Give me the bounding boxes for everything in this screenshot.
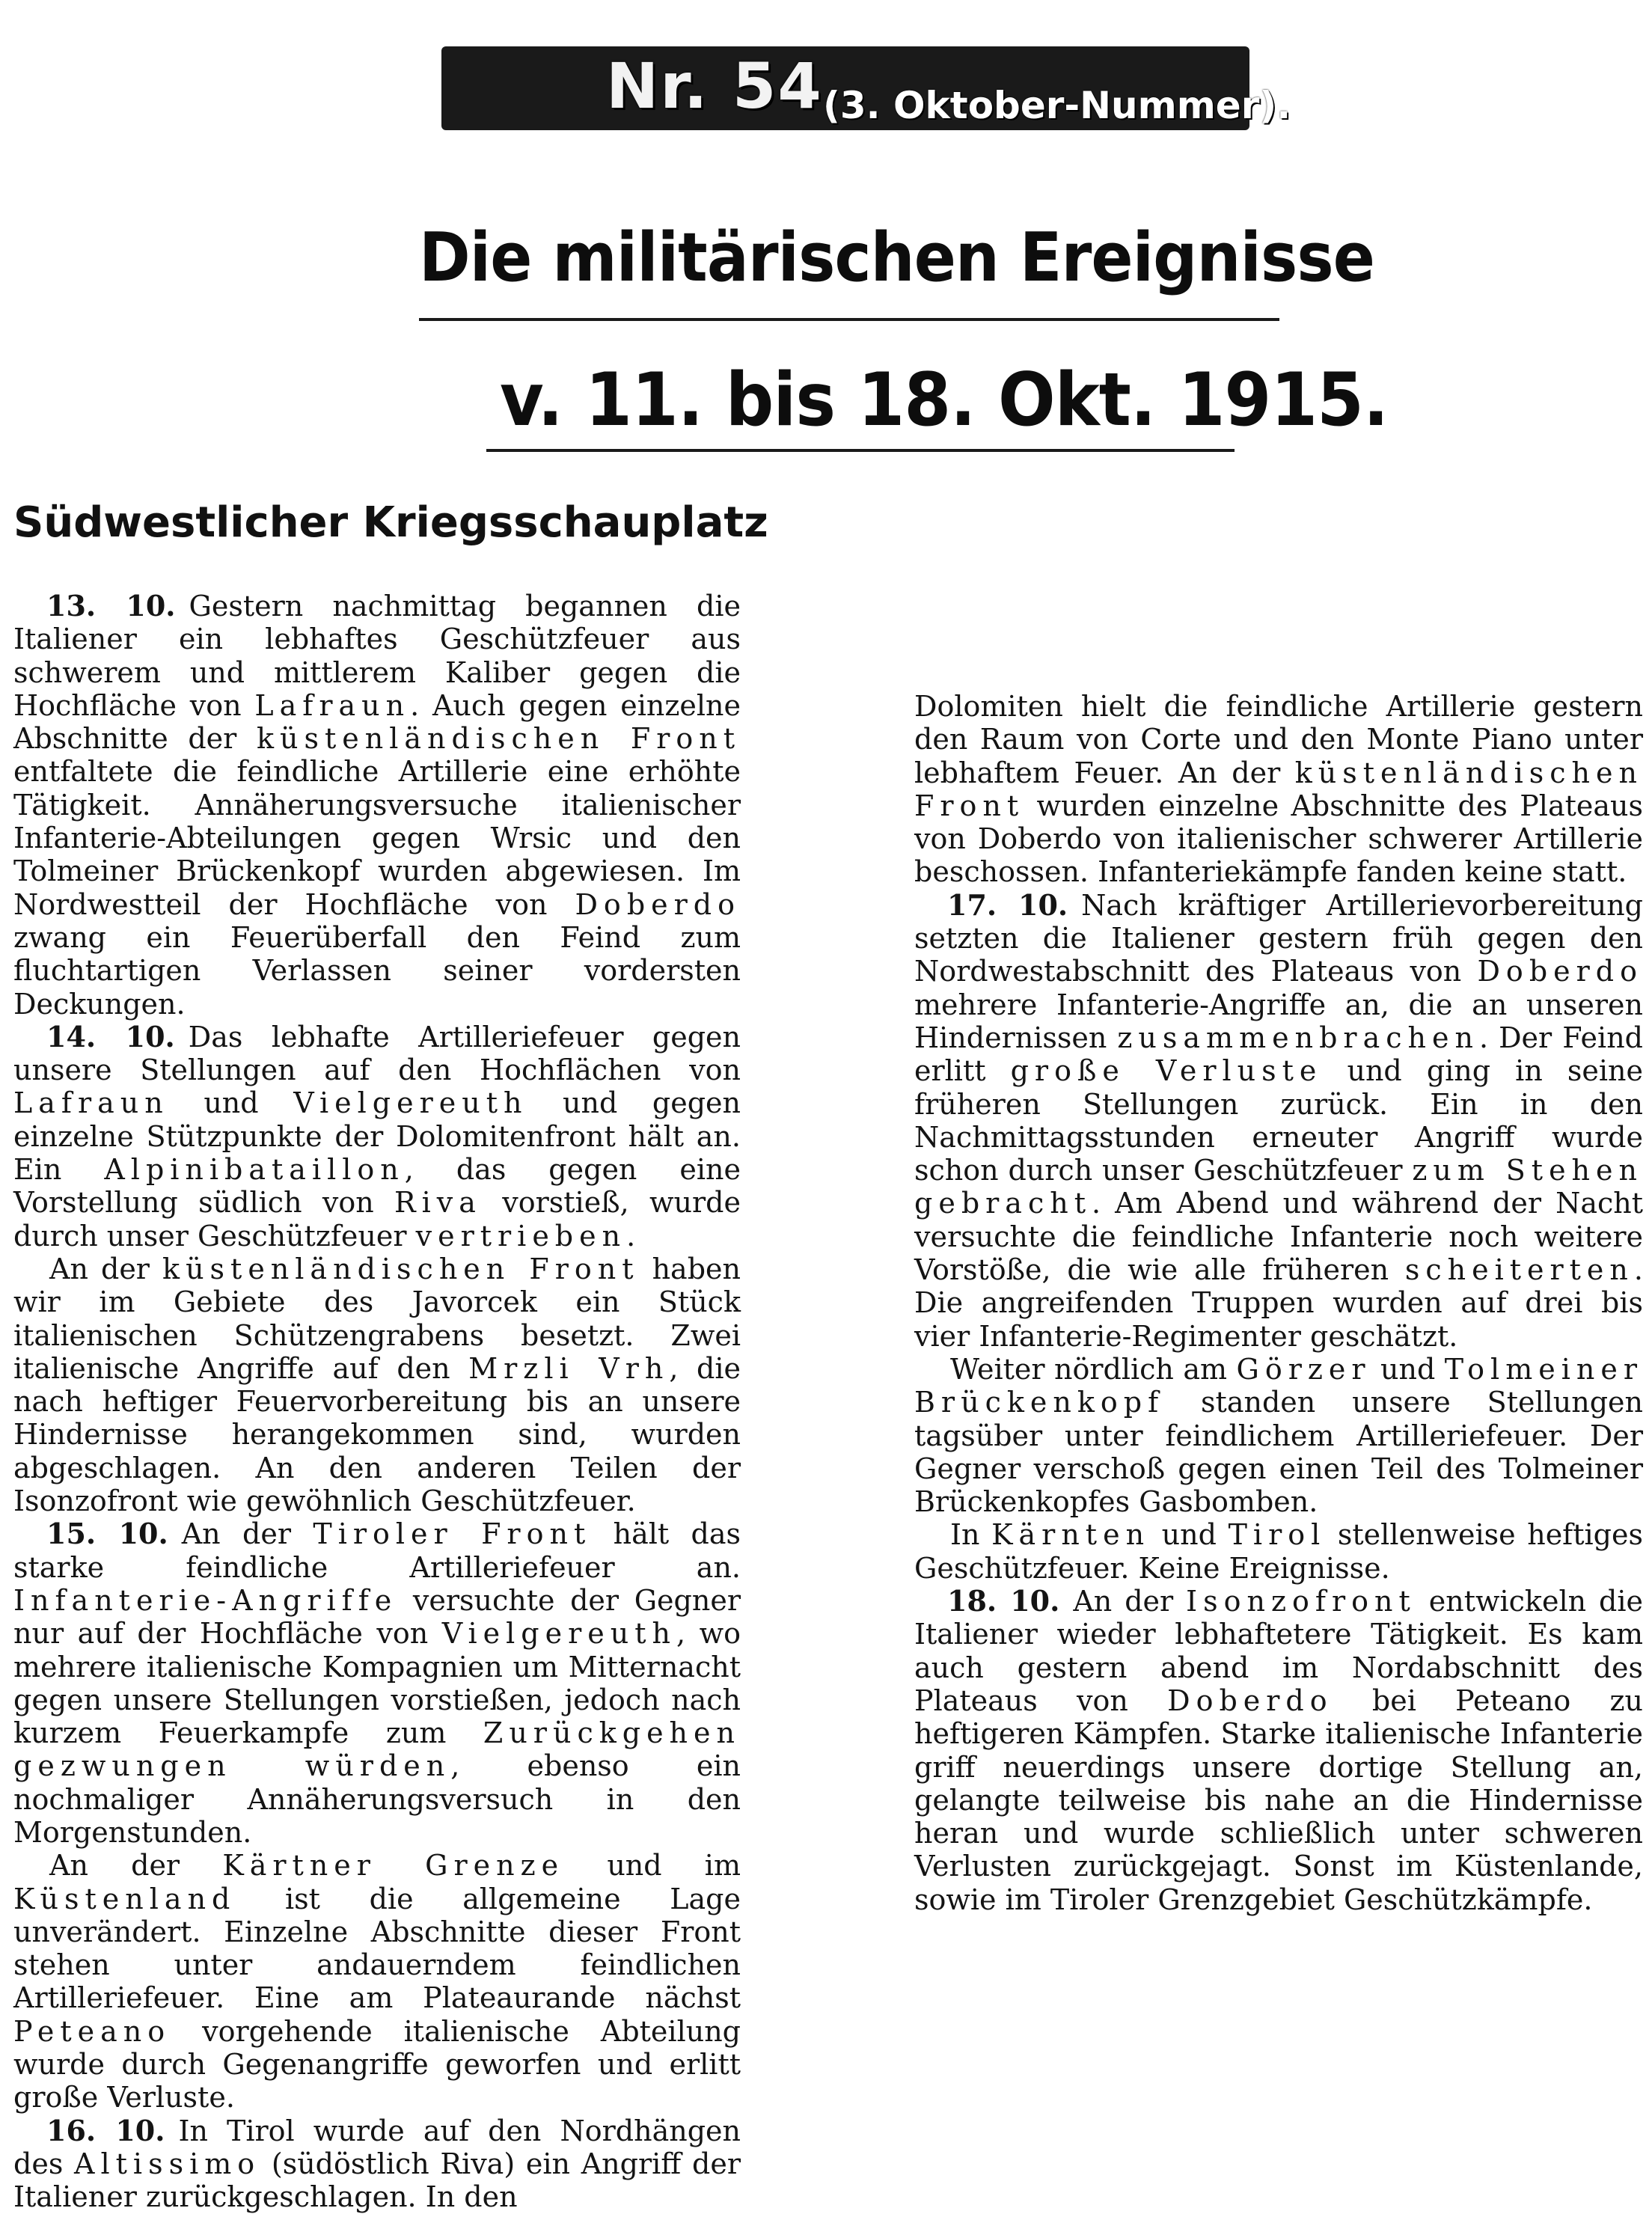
report-text: entfaltete die feindliche Artillerie eine erhöhte Tätigkeit. Annäherungsversuche italienischer Infanterie-Abteilungen gegen Wrsic und den Tolmeiner Brückenkopf wurden abgewiesen. Im Nordwestteil der Hochfläche von	[13, 755, 741, 921]
report-text: An der	[181, 1517, 313, 1551]
report-16-10	[13, 2114, 741, 2214]
report-text: Dolomiten hielt die feindliche Artillerie gestern den Raum von Corte und den Monte Piano unter lebhaftem Feuer. An der	[914, 690, 1643, 789]
emphasis-text: Tiroler Front	[313, 1517, 592, 1551]
emphasis-text: küstenländischen Front	[256, 722, 741, 756]
emphasis-text: küstenländischen Front	[914, 756, 1643, 822]
emphasis-text: Lafraun	[13, 1086, 169, 1120]
report-text: und ging in seine früheren Stellungen zurück. Ein in den Nachmittagsstunden erneuter Angriff wurde schon durch unser Geschützfeuer	[914, 1054, 1643, 1187]
report-text: , das gegen eine Vorstellung südlich von	[13, 1153, 741, 1220]
report-text: , die nach heftiger Feuervorbereitung bis an unsere Hindernisse herangekommen sind, wurden abgeschlagen. An den anderen Teilen der Isonzofront wie gewöhnlich Geschützfeuer.	[13, 1351, 741, 1518]
report-text: Weiter nördlich am	[950, 1352, 1237, 1386]
report-text: vorgehende italienische Abteilung wurde durch Gegenangriffe geworfen und erlitt große Verluste.	[13, 2014, 741, 2114]
emphasis-text: Vielgereuth	[441, 1617, 676, 1651]
emphasis-text: scheiterten	[1404, 1253, 1634, 1287]
report-date: 17. 10.	[947, 887, 1068, 922]
report-text: An der	[49, 1849, 223, 1883]
report-paragraph	[13, 1253, 741, 1517]
emphasis-text: Doberdo	[575, 887, 741, 921]
left-column	[13, 590, 741, 2214]
emphasis-text: Görzer	[1236, 1352, 1371, 1386]
report-text: , wo mehrere italienische Kompagnien um Mitternacht gegen unsere Stellungen vorstießen, jedoch nach kurzem Feuerkampfe zum	[13, 1617, 741, 1750]
emphasis-text: Mrzli Vrh	[468, 1351, 670, 1385]
emphasis-text: Kärnten	[991, 1518, 1151, 1552]
report-text: Nach kräftiger Artillerievorbereitung setzten die Italiener gestern früh gegen den Nordwestabschnitt des Plateaus von	[914, 888, 1643, 988]
report-text: .	[626, 1219, 636, 1253]
headline-line-2: v. 11. bis 18. Okt. 1915.	[500, 358, 1389, 443]
report-text: bei Peteano zu heftigeren Kämpfen. Starke italienische Infanterie griff neuerdings unsere dortige Stellung an, gelangte teilweise bis nahe an die Hindernisse heran und wurde schließlich unter schweren Verlusten zurückgejagt. Sonst im Küstenlande, sowie im Tiroler Grenzgebiet Geschützkämpfe.	[914, 1684, 1643, 1916]
report-text: entwickeln die Italiener wieder lebhaftetere Tätigkeit. Es kam auch gestern abend im Nordabschnitt des Plateaus von	[914, 1585, 1643, 1717]
emphasis-text: Peteano	[13, 2014, 171, 2048]
report-text: zwang ein Feuerüberfall den Feind zum fluchtartigen Verlassen seiner vordersten Deckungen.	[13, 920, 741, 1021]
emphasis-text: Tirol	[1228, 1518, 1327, 1552]
emphasis-text: Isonzofront	[1186, 1585, 1416, 1618]
report-date: 18. 10.	[947, 1584, 1060, 1618]
report-paragraph	[914, 1518, 1643, 1585]
report-text: In Tirol wurde auf den Nordhängen des	[13, 2114, 741, 2180]
emphasis-text: Altissimo	[74, 2147, 261, 2180]
report-date: 16. 10.	[46, 2113, 165, 2147]
emphasis-text: Vielgereuth	[293, 1086, 528, 1120]
report-17-10	[914, 889, 1643, 1353]
emphasis-text: küstenländischen Front	[162, 1252, 640, 1285]
report-paragraph	[13, 1849, 741, 2114]
report-text: . Am Abend und während der Nacht versuchte die feindliche Infanterie noch weitere Vorstöße, die wie alle früheren	[914, 1187, 1643, 1287]
report-text: vorstieß, wurde durch unser Geschützfeuer	[13, 1186, 741, 1253]
report-date: 13. 10.	[46, 589, 176, 623]
right-column	[914, 690, 1643, 1916]
report-text: hält das starke feindliche Artilleriefeuer an.	[13, 1517, 741, 1584]
emphasis-text: Doberdo	[1167, 1684, 1333, 1717]
report-text: und gegen einzelne Stützpunkte der Dolomitenfront hält an. Ein	[13, 1086, 741, 1187]
report-text: . Der Feind erlitt	[914, 1021, 1643, 1088]
report-text: (südöstlich Riva) ein Angriff der Italiener zurückgeschlagen. In den	[13, 2147, 741, 2214]
emphasis-text: zusammenbrachen	[1117, 1021, 1479, 1054]
report-date: 15. 10.	[46, 1517, 168, 1551]
issue-subtitle: (3. Oktober-Nummer).	[823, 84, 1291, 127]
report-text: Gestern nachmittag begannen die Italiener ein lebhaftes Geschützfeuer aus schwerem und mittlerem Kaliber gegen die Hochfläche von	[13, 590, 741, 722]
report-text: An der	[49, 1252, 163, 1285]
report-13-10	[13, 590, 741, 1021]
emphasis-text: Lafraun	[254, 688, 411, 722]
report-text: mehrere Infanterie-Angriffe an, die an unseren Hindernissen	[914, 988, 1643, 1054]
report-text: . Auch gegen einzelne Abschnitte der	[13, 688, 741, 756]
report-text: und im	[564, 1849, 741, 1883]
emphasis-text: vertrieben	[415, 1219, 627, 1253]
section-heading: Südwestlicher Kriegsschauplatz	[13, 498, 768, 547]
report-text: Das lebhafte Artilleriefeuer gegen unsere Stellungen auf den Hochflächen von	[13, 1020, 741, 1087]
report-text: standen unsere Stellungen tagsüber unter feindlichem Artilleriefeuer. Der Gegner verschoß gegen einen Teil des Tolmeiner Brückenkopfes Gasbomben.	[914, 1386, 1643, 1519]
report-16-10-continued	[914, 690, 1643, 889]
report-text: . Die angreifenden Truppen wurden auf drei bis vier Infanterie-Regimenter geschätzt.	[914, 1253, 1643, 1353]
report-text: An der	[1073, 1585, 1187, 1618]
emphasis-text: Alpinibataillon	[104, 1153, 405, 1187]
emphasis-text: Riva	[394, 1186, 482, 1220]
issue-number: Nr. 54	[606, 49, 823, 123]
emphasis-text: Küstenland	[13, 1882, 236, 1915]
headline-line-1: Die militärischen Ereignisse	[419, 218, 1374, 297]
report-text: In	[950, 1518, 992, 1552]
report-text: und	[168, 1086, 294, 1120]
report-text: ist die allgemeine Lage unverändert. Einzelne Abschnitte dieser Front stehen unter andauerndem feindlichen Artilleriefeuer. Eine am Plateaurande nächst	[13, 1882, 741, 2015]
report-text: haben wir im Gebiete des Javorcek ein Stück italienischen Schützengrabens besetzt. Zwei italienische Angriffe auf den	[13, 1252, 741, 1385]
report-14-10	[13, 1021, 741, 1253]
report-text: und	[1371, 1352, 1445, 1386]
report-text: , ebenso ein nochmaliger Annäherungsversuch in den Morgenstunden.	[13, 1749, 741, 1849]
emphasis-text: Kärtner Grenze	[222, 1849, 565, 1883]
report-text: versuchte der Gegner nur auf der Hochfläche von	[13, 1583, 741, 1651]
headline-rule	[486, 449, 1235, 452]
emphasis-text: Infanterie-Angriffe	[13, 1583, 398, 1617]
report-paragraph	[914, 1353, 1643, 1518]
headline-rule	[419, 318, 1279, 321]
report-text: wurden einzelne Abschnitte des Plateaus von Doberdo von italienischer schwerer Artillerie beschossen. Infanteriekämpfe fanden keine statt.	[914, 789, 1643, 889]
report-15-10	[13, 1517, 741, 1849]
emphasis-text: Zurückgehen gezwungen würden	[13, 1716, 741, 1783]
report-date: 14. 10.	[46, 1019, 175, 1054]
emphasis-text: große Verluste	[1010, 1054, 1323, 1088]
report-18-10	[914, 1585, 1643, 1916]
emphasis-text: Doberdo	[1477, 955, 1643, 988]
report-text: stellenweise heftiges Geschützfeuer. Keine Ereignisse.	[914, 1518, 1643, 1585]
emphasis-text: Tolmeiner Brückenkopf	[914, 1352, 1643, 1419]
emphasis-text: zum Stehen gebracht	[914, 1154, 1643, 1220]
report-text: und	[1150, 1518, 1229, 1552]
